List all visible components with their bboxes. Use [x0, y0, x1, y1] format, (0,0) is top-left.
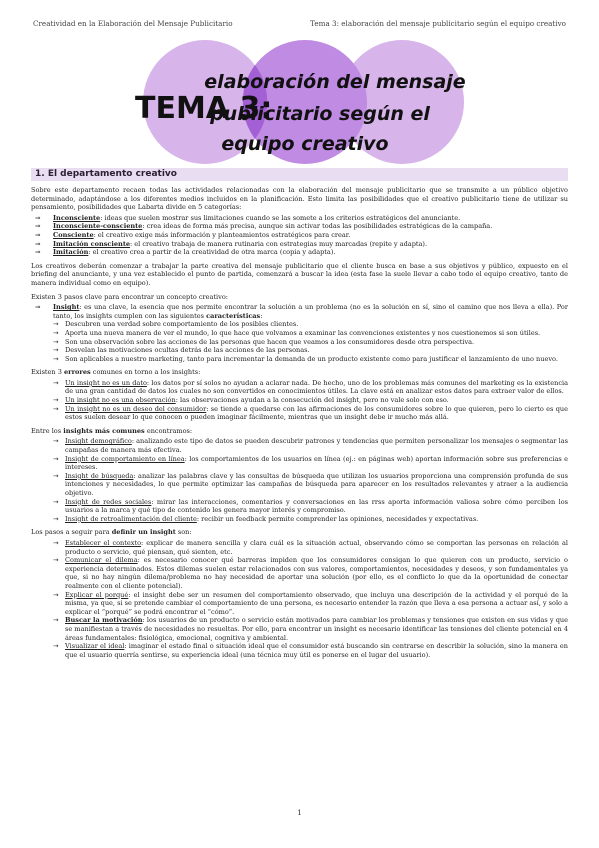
- arrow-icon: ⇒: [35, 248, 41, 257]
- arrow-icon: →: [53, 642, 59, 651]
- list-item: → Explicar el porqué: el insight debe ser un resumen del comportamiento observado, que incluya una descripción de la actividad y el porqué de la misma, ya que, si se pretende cambiar el comportamiento de una persona, es necesario entender la razón que lleva a esa persona a actuar así, y solo a explicar el “porqué” se podrá encontrar el “cómo”.: [53, 590, 568, 616]
- insight-characteristics-list: [31, 320, 568, 363]
- arrow-icon: →: [53, 320, 59, 329]
- arrow-icon: →: [53, 497, 59, 506]
- page-number: 1: [297, 808, 302, 817]
- list-item: → Un insight no es un deseo del consumidor: se tiende a quedarse con las afirmaciones de los consumidores sobre lo que quieren, pero lo cierto es que estos suelen desear lo que conocen o pueden imaginar fácilmente, mientras que un insight debe ir mucho más allá.: [53, 404, 568, 422]
- arrow-icon: →: [53, 616, 59, 625]
- banner-tema-label: TEMA 3:: [135, 91, 273, 126]
- arrow-icon: →: [53, 354, 59, 363]
- arrow-icon: →: [53, 346, 59, 355]
- list-item: → Desvelan las motivaciones ocultas detrás de las acciones de las personas.: [53, 346, 310, 355]
- list-item: ⇒ Insight: es una clave, la esencia que nos permite encontrar la solución a un problema (no es la solución en sí, sino el camino que nos lleva a ella). Por tanto, los insights cumplen con las siguientes características:: [35, 303, 568, 320]
- arrow-icon: ⇒: [35, 303, 41, 312]
- arrow-icon: →: [53, 328, 59, 337]
- arrow-icon: ⇒: [35, 222, 41, 231]
- list-item: ⇒ Imitación consciente: el creativo trabaja de manera rutinaria con estrategias muy marcadas (repite y adapta).: [35, 239, 428, 248]
- list-item: ⇒ Inconsciente: ideas que suelen mostrar sus limitaciones cuando se las somete a los criterios estratégicos del anunciante.: [35, 213, 461, 222]
- list-item: → Establecer el contexto: explicar de manera sencilla y clara cuál es la situación actual, observando cómo se comportan las personas en relación al producto o servicio, qué piensan, qué sienten, etc.: [53, 538, 568, 556]
- arrow-icon: →: [53, 538, 59, 547]
- title-banner: [0, 40, 599, 165]
- arrow-icon: →: [53, 404, 59, 413]
- list-item: ⇒ Consciente: el creativo exige más información y planteamientos estratégicos para crear.: [35, 230, 351, 239]
- list-item: → Un insight no es un dato: los datos por sí solos no ayudan a aclarar nada. De hecho, uno de los problemas más comunes del marketing es la existencia de una gran cantidad de datos los cuales no son convertidos en conocimientos útiles. La clave está en analizar estos datos para extraer valor de ellos.: [53, 378, 568, 396]
- list-item: → Insight de comportamiento en línea: los comportamientos de los usuarios en línea (ej.: en páginas web) aportan información sobre sus preferencias e intereses.: [53, 454, 568, 472]
- thinking-categories-list: [31, 214, 568, 257]
- list-item: → Un insight no es una observación: las observaciones ayudan a la consecución del insight, pero no vale solo con eso.: [53, 396, 449, 405]
- list-item: → Insight de retroalimentación del cliente: recibir un feedback permite comprender las opiniones, necesidades y expectativas.: [53, 514, 479, 523]
- errors-intro: Existen 3 errores comunes en torno a los insights:: [31, 368, 201, 377]
- arrow-icon: →: [53, 590, 59, 599]
- arrow-icon: →: [53, 396, 59, 405]
- list-item: → Buscar la motivación: los usuarios de un producto o servicio están motivados para cambiar los problemas y tensiones que existen en sus vidas y que se manifiestan a través de necesidades no resueltas. Por ello, para encontrar un insight es necesario identificar las tensiones del cliente potencial en 4 áreas fundamentales: fisiológica, emocional, cognitiva y ambiental.: [53, 616, 568, 642]
- arrow-icon: →: [53, 471, 59, 480]
- steps-intro: Los pasos a seguir para definir un insight son:: [31, 528, 192, 537]
- briefing-paragraph: Los creativos deberán comenzar a trabajar la parte creativa del mensaje publicitario que el cliente busca en base a sus objetivos y público, expuesto en el briefing del anunciante, y una vez establecido el punto de partida, comenzará a buscar la idea (esta fase la suele llevar a cabo todo el equipo creativo, tanto de manera individual como en equipo).: [31, 261, 568, 287]
- arrow-icon: →: [53, 514, 59, 523]
- arrow-icon: →: [53, 378, 59, 387]
- running-header-left: Creatividad en la Elaboración del Mensaje Publicitario: [33, 19, 233, 28]
- list-item: → Son una observación sobre las acciones de las personas que hacen que veamos a los consumidores desde otra perspectiva.: [53, 337, 475, 346]
- list-item: → Insight demográfico: analizando este tipo de datos se pueden descubrir patrones y tendencias que permiten personalizar los mensajes o segmentar las campañas de manera más efectiva.: [53, 437, 568, 455]
- errors-list: [31, 379, 568, 422]
- banner-title-line3: equipo creativo: [221, 133, 389, 155]
- document-body: [31, 186, 568, 659]
- arrow-icon: →: [53, 556, 59, 565]
- insight-types-list: [31, 437, 568, 523]
- list-item: → Aporta una nueva manera de ver el mundo, lo que hace que volvamos a examinar las convenciones existentes y nos cuestionemos si son útiles.: [53, 328, 541, 337]
- banner-title-line2: publicitario según el: [210, 103, 430, 125]
- insight-list: [31, 303, 568, 320]
- section-title: 1. El departamento creativo: [35, 169, 177, 179]
- list-item: → Insight de redes sociales: mirar las interacciones, comentarios y conversaciones en las rrss aporta información valiosa sobre cómo perciben los usuarios a la marca y qué tipo de contenido les genera mayor interés y compromiso.: [53, 497, 568, 515]
- arrow-icon: ⇒: [35, 230, 41, 239]
- list-item: ⇒ Imitación: el creativo crea a partir de la creatividad de otra marca (copia y adapta).: [35, 248, 336, 257]
- section-heading-bar: [31, 168, 568, 181]
- arrow-icon: →: [53, 454, 59, 463]
- list-item: → Son aplicables a nuestro marketing, tanto para incrementar la demanda de un producto existente como para justificar el lanzamiento de uno nuevo.: [53, 354, 558, 363]
- list-item: ⇒ Inconsciente-consciente: crea ideas de forma más precisa, aunque sin activar todas las posibilidades estratégicas de la campaña.: [35, 222, 493, 231]
- list-item: → Visualizar el ideal: imaginar el estado final o situación ideal que el consumidor está buscando sin centrarse en describir la solución, sino la manera en que el usuario querría sentirse, su experiencia ideal (una técnica muy útil es ponerse en el lugar del usuario).: [53, 642, 568, 659]
- arrow-icon: ⇒: [35, 239, 41, 248]
- running-header-right: Tema 3: elaboración del mensaje publicitario según el equipo creativo: [310, 19, 566, 28]
- define-insight-steps-list: [31, 539, 568, 659]
- banner-title-line1: elaboración del mensaje: [204, 71, 466, 93]
- insight-steps-intro: Existen 3 pasos clave para encontrar un concepto creativo:: [31, 292, 228, 301]
- intro-paragraph: Sobre este departamento recaen todas las actividades relacionadas con la elaboración del mensaje publicitario que se transmite a un público objetivo determinado, adaptándose a los diferentes medios incluidos en la planificación. Esto limita las posibilidades que el creativo publicitario tiene de utilizar su pensamiento, posibilidades que Labarta divide en 5 categorías:: [31, 186, 568, 212]
- arrow-icon: →: [53, 337, 59, 346]
- list-item: → Comunicar el dilema: es necesario conocer qué barreras impiden que los consumidores consigan lo que quieren con un producto, servicio o experiencia determinados. Estos dilemas suelen estar relacionados con sus valores, comportamientos, necesidades y deseos, y son fundamentales ya que, si no hay ningún dilema/problema no hay necesidad de aportar una solución (por ello, es el conflicto lo que da la oportunidad de conectar realmente con el cliente potencial).: [53, 556, 568, 590]
- list-item: → Descubren una verdad sobre comportamiento de los posibles clientes.: [53, 320, 299, 329]
- arrow-icon: ⇒: [35, 213, 41, 222]
- arrow-icon: →: [53, 437, 59, 446]
- list-item: → Insight de búsqueda: analizar las palabras clave y las consultas de búsqueda que utilizan los usuarios proporciona una comprensión profunda de sus intenciones y necesidades, lo que permite optimizar las campañas de búsqueda para aparecer en los resultados relevantes y atraer a la audiencia objetivo.: [53, 471, 568, 497]
- types-intro: Entre los insights más comunes encontramos:: [31, 426, 193, 435]
